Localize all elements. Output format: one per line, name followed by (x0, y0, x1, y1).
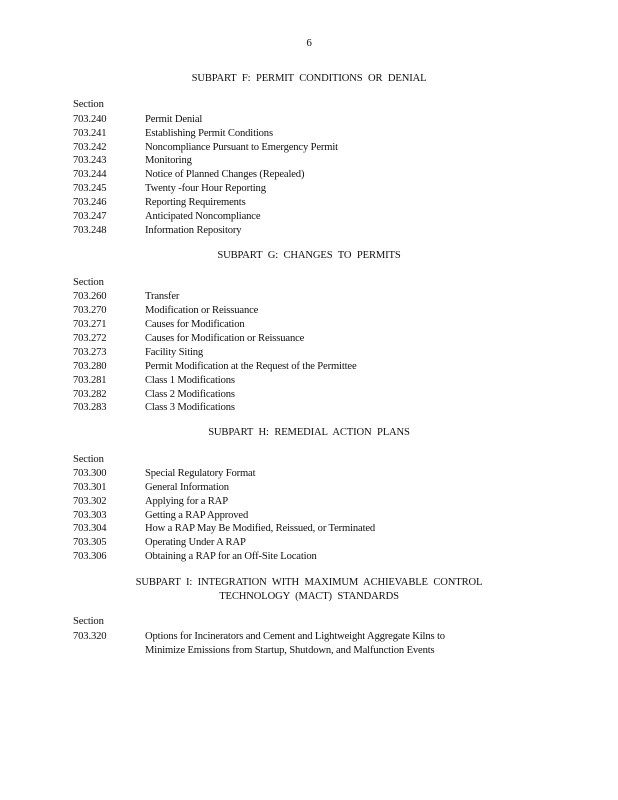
toc-row (73, 113, 202, 127)
section-title: Transfer (145, 291, 180, 302)
toc-row (73, 168, 304, 182)
section-title: Class 2 Modifications (145, 389, 235, 400)
section-title: General Information (145, 482, 229, 493)
toc-row (73, 224, 241, 238)
section-number: 703.306 (73, 551, 107, 562)
subpart-i-heading-line-2: TECHNOLOGY (MACT) STANDARDS (219, 591, 399, 602)
toc-row (73, 509, 248, 523)
section-number: 703.245 (73, 183, 107, 194)
section-title: Special Regulatory Format (145, 468, 256, 479)
section-title: Operating Under A RAP (145, 537, 246, 548)
section-title: Modification or Reissuance (145, 305, 259, 316)
section-title: How a RAP May Be Modified, Reissued, or Terminated (145, 523, 376, 534)
section-label: Section (73, 454, 104, 465)
section-number: 703.302 (73, 496, 107, 507)
section-number: 703.283 (73, 402, 107, 413)
section-title: Anticipated Noncompliance (145, 211, 261, 222)
toc-row (73, 495, 228, 509)
section-number: 703.320 (73, 631, 107, 642)
section-title: Information Repository (145, 225, 242, 236)
section-title: Monitoring (145, 155, 192, 166)
section-title-line-1: Options for Incinerators and Cement and Lightweight Aggregate Kilns to (145, 631, 445, 642)
subpart-i-heading (0, 576, 618, 604)
section-title: Notice of Planned Changes (Repealed) (145, 169, 305, 180)
section-title (145, 630, 495, 658)
section-title-line-2: Minimize Emissions from Startup, Shutdown, and Malfunction Events (145, 645, 435, 656)
toc-row (73, 536, 246, 550)
section-number: 703.246 (73, 197, 107, 208)
toc-row (73, 210, 260, 224)
section-number: 703.248 (73, 225, 107, 236)
toc-row (73, 550, 317, 564)
toc-row (73, 182, 266, 196)
section-number: 703.304 (73, 523, 107, 534)
section-title: Permit Modification at the Request of the Permittee (145, 361, 357, 372)
section-title: Causes for Modification or Reissuance (145, 333, 305, 344)
toc-row (73, 467, 255, 481)
toc-row (73, 141, 338, 155)
toc-row (73, 360, 357, 374)
section-title: Applying for a RAP (145, 496, 228, 507)
subpart-f-heading: SUBPART F: PERMIT CONDITIONS OR DENIAL (191, 73, 427, 84)
toc-row (73, 127, 273, 141)
toc-row (73, 154, 192, 168)
toc-row (73, 481, 229, 495)
page-number: 6 (306, 37, 312, 49)
subpart-i-heading-line-1: SUBPART I: INTEGRATION WITH MAXIMUM ACHIEVABLE CONTROL (135, 577, 483, 588)
toc-row (73, 304, 258, 318)
section-title: Class 1 Modifications (145, 375, 235, 386)
section-title: Facility Siting (145, 347, 204, 358)
toc-row (73, 401, 235, 415)
section-number: 703.270 (73, 305, 107, 316)
section-title: Noncompliance Pursuant to Emergency Permit (145, 142, 338, 153)
toc-row (73, 196, 246, 210)
section-title: Twenty -four Hour Reporting (145, 183, 266, 194)
toc-row (73, 318, 245, 332)
section-label: Section (73, 277, 104, 288)
toc-row (73, 374, 235, 388)
section-number: 703.244 (73, 169, 107, 180)
section-label: Section (73, 616, 104, 627)
section-number: 703.281 (73, 375, 107, 386)
section-number: 703.273 (73, 347, 107, 358)
section-number: 703.282 (73, 389, 107, 400)
section-number: 703.280 (73, 361, 107, 372)
subpart-h-heading: SUBPART H: REMEDIAL ACTION PLANS (208, 427, 410, 438)
toc-row (73, 346, 203, 360)
section-number: 703.303 (73, 510, 107, 521)
section-number: 703.243 (73, 155, 107, 166)
toc-row (73, 332, 304, 346)
toc-row (73, 290, 179, 304)
section-title: Establishing Permit Conditions (145, 128, 273, 139)
section-title: Causes for Modification (145, 319, 245, 330)
section-label: Section (73, 99, 104, 110)
toc-row (73, 388, 235, 402)
section-title: Reporting Requirements (145, 197, 246, 208)
section-number: 703.240 (73, 114, 107, 125)
toc-row (73, 630, 145, 644)
section-number: 703.300 (73, 468, 107, 479)
section-number: 703.301 (73, 482, 107, 493)
section-number: 703.241 (73, 128, 107, 139)
section-number: 703.272 (73, 333, 107, 344)
subpart-g-heading: SUBPART G: CHANGES TO PERMITS (217, 250, 401, 261)
section-number: 703.271 (73, 319, 107, 330)
section-title: Getting a RAP Approved (145, 510, 249, 521)
section-title: Permit Denial (145, 114, 203, 125)
section-number: 703.247 (73, 211, 107, 222)
section-number: 703.242 (73, 142, 107, 153)
section-title: Obtaining a RAP for an Off-Site Location (145, 551, 317, 562)
section-title: Class 3 Modifications (145, 402, 235, 413)
section-number: 703.305 (73, 537, 107, 548)
section-number: 703.260 (73, 291, 107, 302)
toc-row (73, 522, 375, 536)
